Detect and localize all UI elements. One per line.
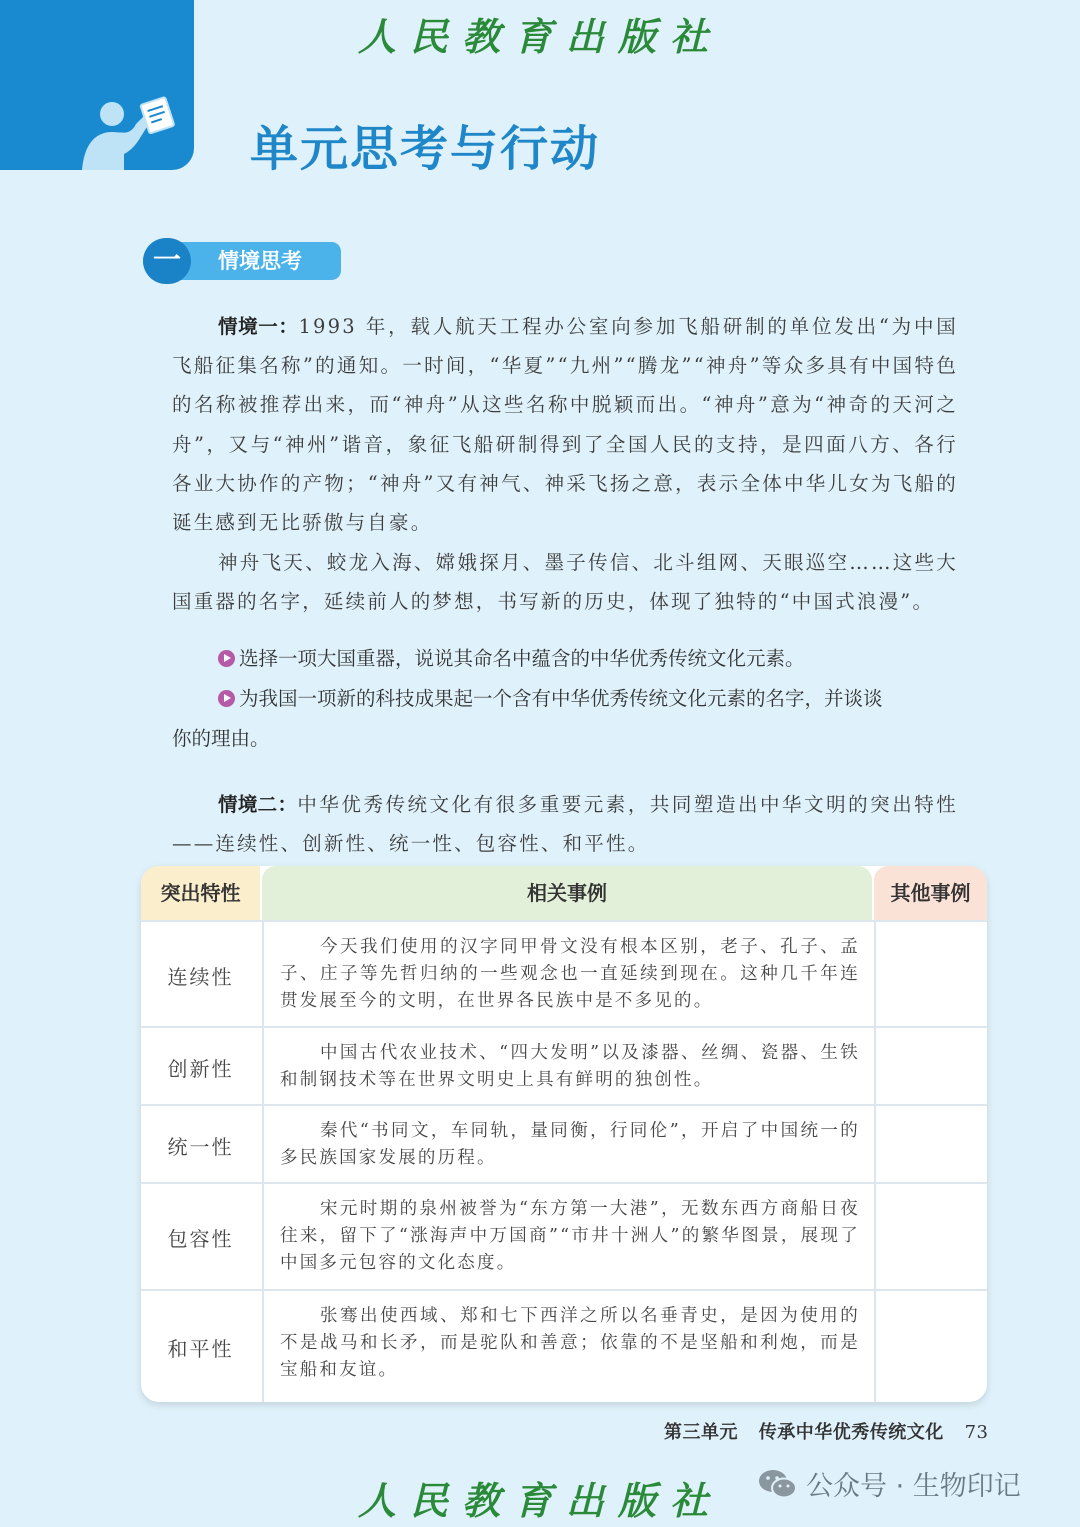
trait-cell: 连续性 [167,964,234,989]
table-header-other-examples: 其他事例 [874,866,987,920]
page-number: 73 [964,1422,989,1443]
section-label: 情境思考 [218,249,302,273]
example-cell [262,1184,876,1291]
footer-unit: 第三单元 [664,1422,738,1443]
example-cell [262,1291,876,1402]
task-text: 为我国一项新的科技成果起一个含有中华优秀传统文化元素的名字，并谈谈 [239,687,883,710]
task-text-continued: 你的理由。 [172,727,270,750]
example-text: 中国古代农业技术、“四大发明”以及漆器、丝绸、瓷器、生铁和制钢技术等在世界文明史上具有鲜明的独创性。 [280,1043,860,1090]
example-cell [262,1106,876,1184]
page-title: 单元思考与行动 [250,121,601,177]
reader-figure-icon [76,94,176,170]
trait-cell: 和平性 [167,1337,234,1361]
example-text: 宋元时期的泉州被誉为“东方第一大港”，无数东西方商船日夜往来，留下了“涨海声中万国商”“市井十洲人”的繁华图景，展现了中国多元包容的文化态度。 [280,1199,860,1273]
trait-cell: 统一性 [167,1134,234,1159]
table-row [141,1026,987,1106]
example-text: 秦代“书同文，车同轨，量同衡，行同伦”，开启了中国统一的多民族国家发展的历程。 [280,1121,860,1168]
scenario-one-paragraph-2 [172,543,958,621]
table-header-trait: 突出特性 [141,866,260,920]
table-row [141,1182,987,1291]
scenario-one-text-2: 神舟飞天、蛟龙入海、嫦娥探月、墨子传信、北斗组网、天眼巡空……这些大国重器的名字，延续前人的梦想，书写新的历史，体现了独特的“中国式浪漫”。 [172,551,958,614]
task-item [172,639,958,679]
scenario-two-text: 中华优秀传统文化有很多重要元素，共同塑造出中华文明的突出特性——连续性、创新性、统一性、包容性、和平性。 [172,793,958,856]
task-text: 选择一项大国重器，说说其命名中蕴含的中华优秀传统文化元素。 [239,647,805,670]
play-bullet-icon [218,650,235,667]
footer-unit-title: 传承中华优秀传统文化 [758,1422,944,1443]
task-list [172,639,958,759]
table-header-examples: 相关事例 [262,866,872,920]
scenario-two-paragraph [172,785,958,863]
play-bullet-icon [218,690,235,707]
publisher-logo-top: 人民教育出版社 [357,14,722,59]
trait-cell: 包容性 [167,1227,234,1251]
publisher-logo-bottom: 人民教育出版社 [357,1478,722,1523]
task-item [172,679,958,719]
example-text: 今天我们使用的汉字同甲骨文没有根本区别，老子、孔子、孟子、庄子等先哲归纳的一些观念也一直延续到现在。这种几千年连贯发展至今的文明，在世界各民族中是不多见的。 [280,937,860,1011]
trait-cell: 创新性 [167,1056,234,1081]
table-row [141,1289,987,1402]
example-text: 张骞出使西域、郑和七下西洋之所以名垂青史，是因为使用的不是战马和长矛，而是驼队和善意；依靠的不是坚船和利炮，而是宝船和友谊。 [280,1306,860,1380]
scenario-one-paragraph [172,307,958,542]
scenario-one-text: 1993 年，载人航天工程办公室向参加飞船研制的单位发出“为中国飞船征集名称”的通知。一时间，“华夏”“九州”“腾龙”“神舟”等众多具有中国特色的名称被推荐出来，而“神舟”从这些名称中脱颖而出。“神舟”意为“神奇的天河之舟”，又与“神州”谐音，象征飞船研制得到了全国人民的支持，是四面八方、各行各业大协作的产物；“神舟”又有神气、神采飞扬之意，表示全体中华儿女为飞船的诞生感到无比骄傲与自豪。 [172,315,958,535]
wechat-icon [758,1467,798,1501]
table-row [141,920,987,1028]
section-number: 一 [143,238,191,284]
watermark-text: 公众号 · 生物印记 [806,1471,1021,1502]
scenario-two-lead: 情境二： [218,793,298,816]
watermark [758,1464,1021,1503]
example-cell [262,1028,876,1106]
table-row [141,1104,987,1184]
example-cell [262,922,876,1028]
traits-table [141,866,987,1402]
scenario-one-lead: 情境一： [218,315,299,338]
page-footer [664,1418,988,1444]
